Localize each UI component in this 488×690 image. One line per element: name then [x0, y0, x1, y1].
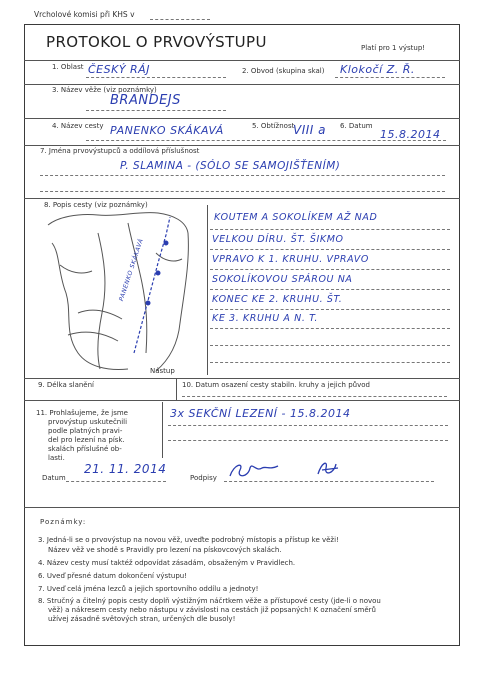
obvod-value: Klokočí Z. Ř.	[340, 63, 415, 76]
route-line-2: VELKOU DÍRU. ŠT. ŠIKMO	[212, 234, 344, 245]
route-line-4: SOKOLÍKOVOU SPÁROU NA	[212, 274, 353, 285]
popis-label: 8. Popis cesty (viz poznámky)	[44, 201, 148, 209]
top-line-fill	[150, 19, 210, 20]
valid-for-note: Platí pro 1 výstup!	[361, 44, 426, 52]
declaration-line-1: 11. Prohlašujeme, že jsme	[36, 409, 128, 417]
jmena-value: P. SLAMINA - (SÓLO SE SAMOJIŠŤENÍM)	[120, 160, 341, 172]
obtiznost-value: VIII a	[293, 123, 326, 137]
slaneni-label: 9. Délka slanění	[38, 381, 94, 389]
route-line-3: VPRAVO K 1. KRUHU. VPRAVO	[212, 254, 369, 265]
declaration-line-4: del pro lezení na písk.	[48, 436, 125, 444]
form-title: PROTOKOL O PRVOVÝSTUPU	[46, 33, 267, 51]
jmena-label: 7. Jména prvovýstupců a oddílová příslušnost	[40, 147, 200, 155]
cesta-value: PANENKO SKÁKAVÁ	[110, 124, 224, 137]
obtiznost-label: 5. Obtížnost	[252, 122, 295, 130]
note-8: 8. Stručný a čitelný popis cesty doplň výstižným náčrtkem věže a přístupové cesty (jde-li o novou	[38, 597, 381, 605]
note-3: 3. Jedná-li se o prvovýstup na novou věž, uveďte podrobný místopis a přístup ke věži!	[38, 536, 339, 544]
nastup-label: Nástup	[150, 367, 175, 375]
decl-datum-value: 21. 11. 2014	[84, 462, 167, 476]
route-line-5: KONEC KE 2. KRUHU. ŠT.	[212, 294, 343, 305]
podpis-label: Podpisy	[190, 474, 217, 482]
route-line-6: KE 3. KRUHU A N. T.	[212, 313, 318, 324]
sketch-route-label: PANENKO SKÁKAVÁ	[118, 237, 145, 303]
oblast-value: ČESKÝ RÁJ	[88, 63, 150, 76]
decl-datum-label: Datum	[42, 474, 66, 482]
declaration-line-6: lasti.	[48, 454, 65, 462]
osazeni-label: 10. Datum osazení cesty stabiln. kruhy a jejich původ	[182, 381, 370, 389]
signature	[226, 454, 356, 484]
cesta-label: 4. Název cesty	[52, 122, 104, 130]
ascents-value: 3x SEKČNÍ LEZENÍ - 15.8.2014	[170, 407, 351, 420]
declaration-line-3: podle platných pravi-	[48, 427, 123, 435]
vez-value: BRANDEJS	[110, 93, 181, 108]
oblast-label: 1. Oblast	[52, 63, 84, 71]
route-line-1: KOUTEM A SOKOLÍKEM AŽ NAD	[214, 212, 378, 223]
notes-heading: Poznámky:	[40, 518, 87, 526]
obvod-label: 2. Obvod (skupina skal)	[242, 67, 325, 75]
note-7: 7. Uveď celá jména lezců a jejich sportovního oddílu a jednoty!	[38, 585, 259, 593]
note-4: 4. Název cesty musí taktéž odpovídat zásadám, obsaženým v Pravidlech.	[38, 559, 296, 567]
note-8b: věž) a nákresem cesty nebo nástupu v závislosti na cestách již popsaných! K označení směrů	[48, 606, 376, 614]
top-line: Vrcholové komisi při KHS v	[34, 10, 135, 19]
vez-label: 3. Název věže (viz poznámky)	[52, 86, 157, 94]
datum-label: 6. Datum	[340, 122, 373, 130]
note-6: 6. Uveď přesné datum dokončení výstupu!	[38, 572, 188, 580]
note-3b: Název věž ve shodě s Pravidly pro lezení na pískovcových skalách.	[48, 546, 282, 554]
declaration-line-5: skalách příslušné ob-	[48, 445, 122, 453]
datum-value: 15.8.2014	[380, 128, 441, 141]
declaration-line-2: prvovýstup uskutečnili	[48, 418, 128, 426]
note-8c: užívej zásadně světových stran, určených dle busoly!	[48, 615, 236, 623]
